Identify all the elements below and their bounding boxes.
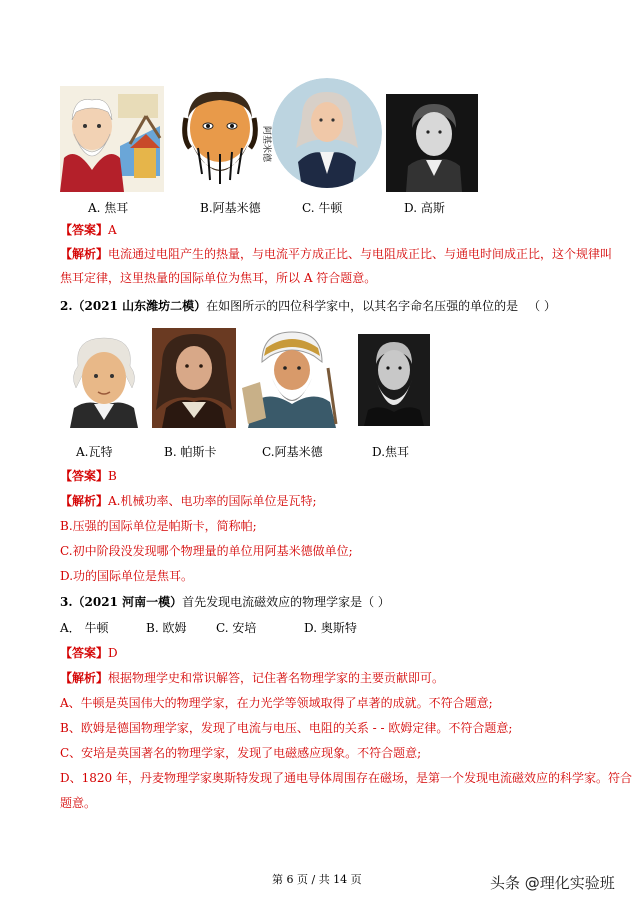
q3-answer-tag: 【答案】 [60, 646, 109, 660]
q3-source: （2021 河南一模） [72, 595, 183, 609]
q3-analysis-line-b: B、欧姆是德国物理学家，发现了电流与电压、电阻的关系 - - 欧姆定律。不符合题意; [60, 721, 513, 735]
q1-analysis-tag: 【解析】 [60, 247, 109, 261]
q1-answer-tag: 【答案】 [60, 223, 109, 237]
q1-answer-value: A [108, 223, 117, 237]
q2-option-b: B. 帕斯卡 [164, 445, 217, 459]
portrait-newton-circle [272, 78, 382, 188]
svg-text:阿基米德: 阿基米德 [261, 126, 271, 163]
q2-blank: （ ） [528, 299, 556, 313]
q3-stem-text: 首先发现电流磁效应的物理学家是（ ） [182, 595, 390, 609]
portrait-archimedes-sketch [178, 88, 272, 192]
portrait-joule-photo [358, 334, 430, 426]
q2-option-d: D.焦耳 [372, 445, 410, 459]
portrait-archimedes-color [240, 328, 342, 428]
q2-number: 2. [60, 299, 73, 313]
q2-analysis [60, 493, 317, 509]
q2-analysis-line-c: C.初中阶段没发现哪个物理量的单位用阿基米德做单位; [60, 544, 353, 558]
q2-answer [60, 468, 117, 484]
q3-analysis [60, 670, 444, 686]
q3-option-a: A． 牛顿 [60, 621, 109, 635]
q1-option-c: C. 牛顿 [302, 201, 343, 215]
q1-analysis-line1: 电流通过电阻产生的热量，与电流平方成正比、与电阻成正比、与通电时间成正比，这个规律叫 [108, 247, 613, 261]
q1-option-b: B.阿基米德 [200, 201, 261, 215]
q2-option-c: C.阿基米德 [262, 445, 323, 459]
portrait-gauss-engraving [386, 94, 478, 192]
q3-stem [60, 594, 390, 610]
watermark: 头条 @理化实验班 [490, 874, 615, 892]
q1-option-a: A. 焦耳 [88, 201, 129, 215]
q1-analysis-line2: 焦耳定律，这里热量的国际单位为焦耳，所以 A 符合题意。 [60, 271, 377, 285]
q3-option-c: C. 安培 [216, 621, 257, 635]
q2-analysis-line-b: B.压强的国际单位是帕斯卡，简称帕; [60, 519, 257, 533]
q3-option-d: D. 奥斯特 [304, 621, 357, 635]
q3-analysis-line-c: C、安培是英国著名的物理学家，发现了电磁感应现象。不符合题意; [60, 746, 422, 760]
q3-analysis-tag: 【解析】 [60, 671, 109, 685]
q3-answer [60, 645, 118, 661]
q3-analysis-intro: 根据物理学史和常识解答，记住著名物理学家的主要贡献即可。 [108, 671, 445, 685]
q2-analysis-tag: 【解析】 [60, 494, 109, 508]
q3-answer-value: D [108, 646, 118, 660]
q2-answer-tag: 【答案】 [60, 469, 109, 483]
portrait-pascal [152, 328, 236, 428]
q1-option-d: D. 高斯 [404, 201, 445, 215]
q3-number: 3. [60, 595, 73, 609]
q2-answer-value: B [108, 469, 117, 483]
q2-stem [60, 298, 556, 314]
q2-analysis-line-d: D.功的国际单位是焦耳。 [60, 569, 194, 583]
q2-analysis-line-a: A.机械功率、电功率的国际单位是瓦特; [108, 494, 317, 508]
q2-stem-text: 在如图所示的四位科学家中，以其名字命名压强的单位的是 [206, 299, 519, 313]
portrait-watt [62, 332, 146, 428]
q2-source: （2021 山东潍坊二模） [72, 299, 207, 313]
q3-analysis-line-e: 题意。 [60, 796, 97, 810]
q1-analysis [60, 246, 612, 262]
q3-option-b: B. 欧姆 [146, 621, 187, 635]
q3-analysis-line-a: A、牛顿是英国伟大的物理学家，在力光学等领域取得了卓著的成就。不符合题意; [60, 696, 493, 710]
q2-option-a: A.瓦特 [76, 445, 113, 459]
page-number: 第 6 页 / 共 14 页 [272, 873, 362, 886]
q1-answer [60, 222, 117, 238]
q3-analysis-line-d: D、1820 年，丹麦物理学家奥斯特发现了通电导体周围存在磁场，是第一个发现电流磁效应的科学家。符合 [60, 771, 632, 785]
portrait-joule-cartoon [60, 86, 164, 192]
